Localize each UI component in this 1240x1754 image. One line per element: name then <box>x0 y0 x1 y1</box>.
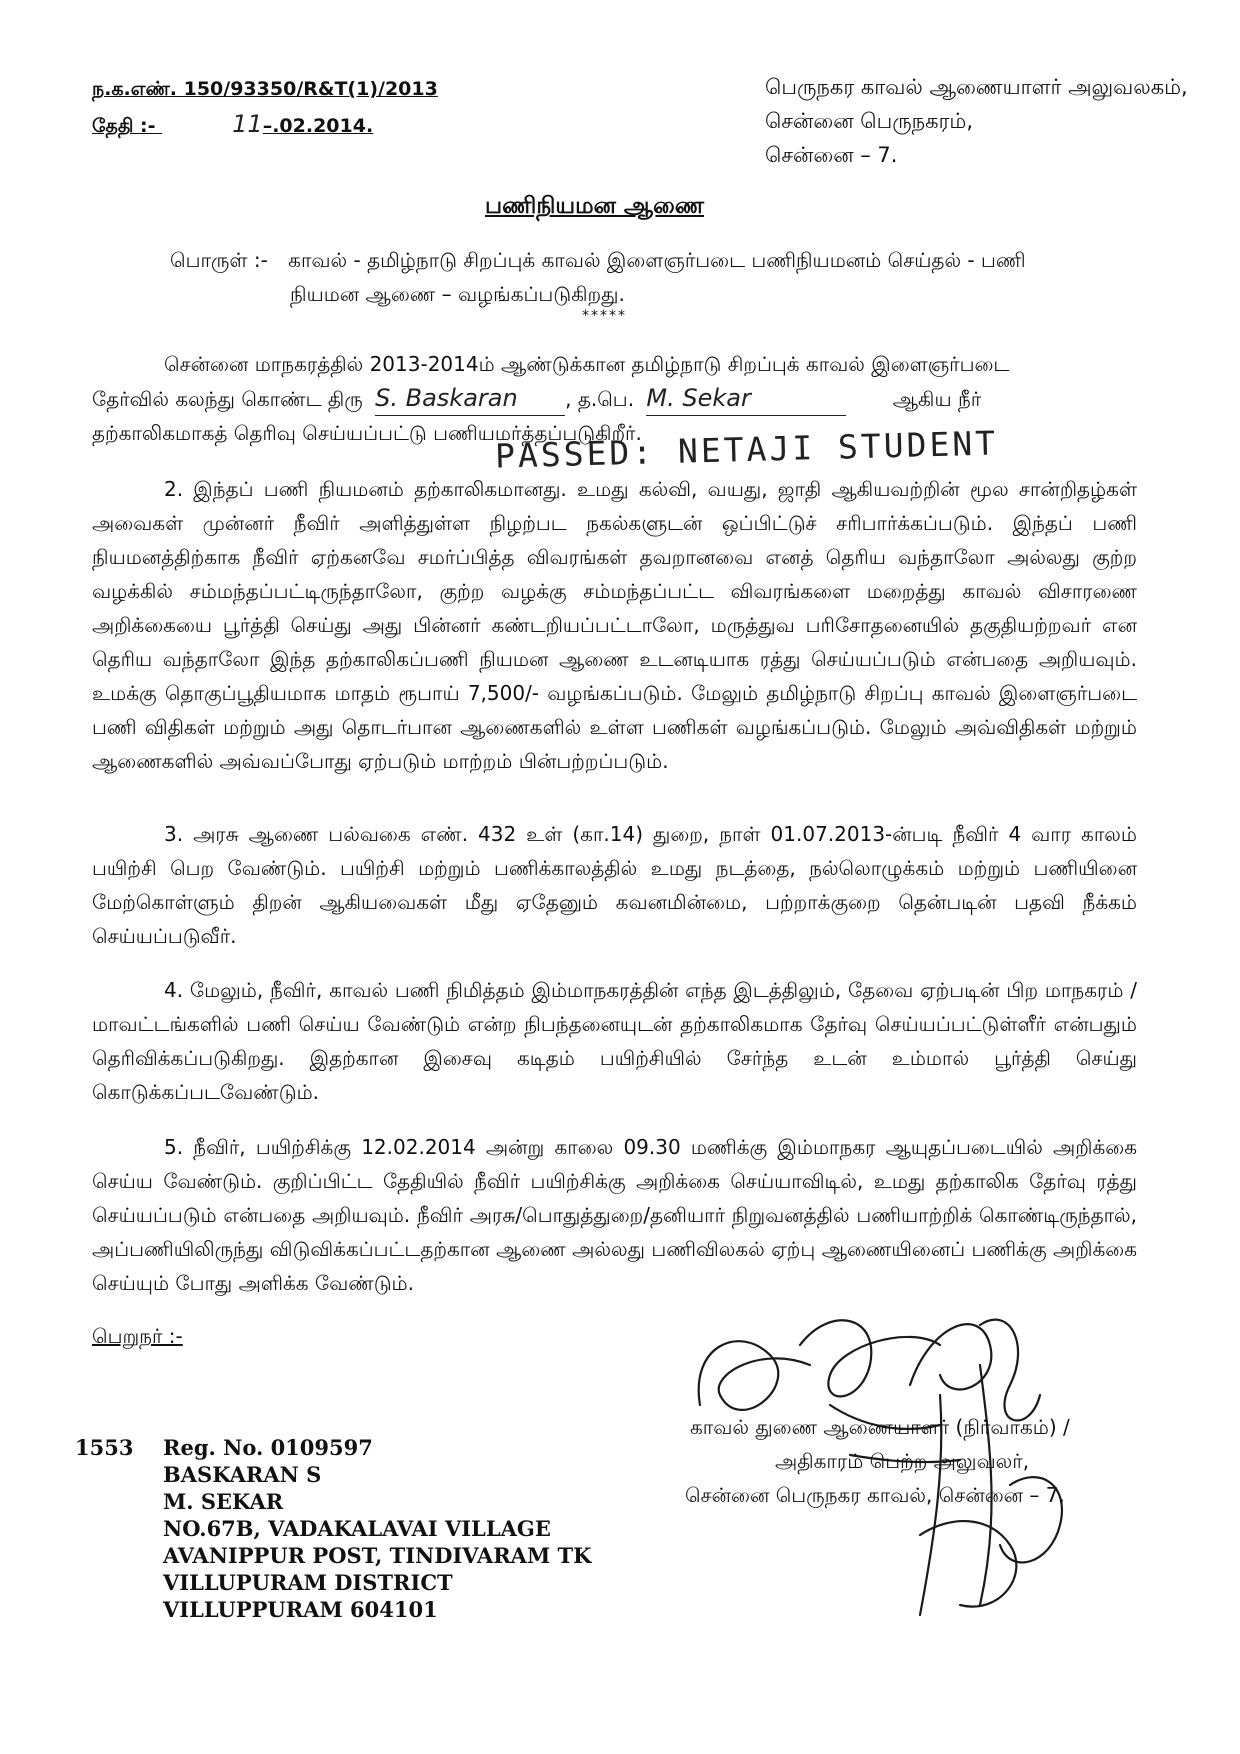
office-line-2: சென்னை பெருநகரம், <box>765 109 974 133</box>
recipient-label: பெறுநர் :- <box>92 1324 183 1348</box>
address-line-6: VILLUPURAM DISTRICT <box>163 1570 453 1595</box>
address-serial: 1553 <box>75 1435 134 1460</box>
document-title: பணிநியமன ஆணை <box>485 193 705 219</box>
address-line-3: M. SEKAR <box>163 1489 284 1514</box>
subject-line-2: நியமன ஆணை – வழங்கப்படுகிறது. <box>290 282 625 306</box>
office-address <box>765 70 1188 172</box>
name-handwritten: S. Baskaran <box>375 381 565 416</box>
para1-line2-a: தேர்வில் கலந்து கொண்ட திரு <box>92 387 363 411</box>
address-block <box>163 1434 591 1623</box>
address-line-1: Reg. No. 0109597 <box>163 1435 373 1460</box>
subject-label: பொருள் :- <box>170 248 268 272</box>
address-line-2: BASKARAN S <box>163 1462 322 1487</box>
signatory-line-3: சென்னை பெருநகர காவல், சென்னை – 7. <box>685 1483 1065 1507</box>
handwritten-stamp-passed: PASSED: NETAJI STUDENT <box>494 423 999 476</box>
office-line-1: பெருநகர காவல் ஆணையாளர் அலுவலகம், <box>765 75 1188 99</box>
address-line-5: AVANIPPUR POST, TINDIVARAM TK <box>163 1543 592 1568</box>
father-name-handwritten: M. Sekar <box>646 381 846 416</box>
para1-line2-b: , த.பெ. <box>565 387 635 411</box>
signatory-line-2: அதிகாரம் பெற்ற அலுவலர், <box>775 1449 1030 1473</box>
date-day-handwritten: 11 <box>232 110 263 138</box>
date-label: தேதி :- <box>92 115 156 137</box>
paragraph-2: 2. இந்தப் பணி நியமனம் தற்காலிகமானது. உமது கல்வி, வயது, ஜாதி ஆகியவற்றின் மூல சான்றிதழ்கள் அவைகள் முன்னர் நீவிர் அளித்துள்ள நிழற்பட நகல்களுடன் ஒப்பிட்டுச் சரிபார்க்கப்படும். இந்தப் பணி நியமனத்திற்காக நீவிர் ஏற்கனவே சமர்ப்பித்த விவரங்கள் தவறானவை எனத் தெரிய வந்தாலோ அல்லது குற்ற வழக்கில் சம்மந்தப்பட்டிருந்தாலோ, குற்ற வழக்கு சம்மந்தப்பட்ட விவரங்களை மறைத்து காவல் விசாரணை அறிக்கையை பூர்த்தி செய்து அது பின்னர் கண்டறியப்பட்டாலோ, மருத்துவ பரிசோதனையில் தகுதியற்றவர் என தெரிய வந்தாலோ இந்த தற்காலிகப்பணி நியமன ஆணை உடனடியாக ரத்து செய்யப்படும் என்பதை அறியவும். உமக்கு தொகுப்பூதியமாக மாதம் ரூபாய் 7,500/- வழங்கப்படும். மேலும் தமிழ்நாடு சிறப்பு காவல் இளைஞர்படை பணி விதிகள் மற்றும் அது தொடர்பான ஆணைகளில் உள்ள பணிகள் வழங்கப்படும். மேலும் அவ்விதிகள் மற்றும் ஆணைகளில் அவ்வப்போது ஏற்படும் மாற்றம் பின்பற்றப்படும். <box>92 477 1137 773</box>
paragraph-4: 4. மேலும், நீவிர், காவல் பணி நிமித்தம் இம்மாநகரத்தின் எந்த இடத்திலும், தேவை ஏற்படின் பிற மாநகரம் / மாவட்டங்களில் பணி செய்ய வேண்டும் என்ற நிபந்தனையுடன் தற்காலிகமாக தேர்வு செய்யப்பட்டுள்ளீர் என்பதும் தெரிவிக்கப்படுகிறது. இதற்கான இசைவு கடிதம் பயிற்சியில் சேர்ந்த உடன் உம்மால் பூர்த்தி செய்து கொடுக்கப்படவேண்டும். <box>92 978 1137 1104</box>
signatory-line-1: காவல் துணை ஆணையாளர் (நிர்வாகம்) / <box>690 1415 1070 1439</box>
office-line-3: சென்னை – 7. <box>765 143 898 167</box>
paragraph-5: 5. நீவிர், பயிற்சிக்கு 12.02.2014 அன்று காலை 09.30 மணிக்கு இம்மாநகர ஆயுதப்படையில் அறிக்கை செய்ய வேண்டும். குறிப்பிட்ட தேதியில் நீவிர் பயிற்சிக்கு அறிக்கை செய்யாவிடில், உமது தற்காலிக தேர்வு ரத்து செய்யப்படும் என்பதை அறியவும். நீவிர் அரசு/பொதுத்துறை/தனியார் நிறுவனத்தில் பணியாற்றிக் கொண்டிருந்தால், அப்பணியிலிருந்து விடுவிக்கப்பட்டதற்கான ஆணை அல்லது பணிவிலகல் ஏற்பு ஆணையினைப் பணிக்கு அறிக்கை செய்யும் போது அளிக்க வேண்டும். <box>92 1135 1137 1295</box>
separator-stars: ***** <box>582 308 627 324</box>
date-line <box>92 110 373 140</box>
signatory-block <box>685 1410 1070 1512</box>
para1-line-2 <box>92 381 1137 416</box>
reference-number: ந.க.எண். 150/93350/R&T(1)/2013 <box>92 78 438 100</box>
date-rest: –.02.2014. <box>262 115 374 137</box>
address-line-4: NO.67B, VADAKALAVAI VILLAGE <box>163 1516 551 1541</box>
subject-block <box>170 243 1026 277</box>
para1-line-1: சென்னை மாநகரத்தில் 2013-2014ம் ஆண்டுக்கான தமிழ்நாடு சிறப்புக் காவல் இளைஞர்படை <box>164 352 1010 376</box>
address-line-7: VILLUPPURAM 604101 <box>163 1597 438 1622</box>
para1-line2-c: ஆகிய நீர் <box>892 387 982 411</box>
paragraph-3: 3. அரசு ஆணை பல்வகை எண். 432 உள் (கா.14) துறை, நாள் 01.07.2013-ன்படி நீவிர் 4 வார காலம் பயிற்சி பெற வேண்டும். பயிற்சி மற்றும் பணிக்காலத்தில் உமது நடத்தை, நல்லொழுக்கம் மற்றும் பணியினை மேற்கொள்ளும் திறன் ஆகியவைகள் மீது ஏதேனும் கவனமின்மை, பற்றாக்குறை தென்படின் பதவி நீக்கம் செய்யப்படுவீர். <box>92 822 1137 948</box>
subject-line-1: காவல் - தமிழ்நாடு சிறப்புக் காவல் இளைஞர்படை பணிநியமனம் செய்தல் - பணி <box>288 248 1026 272</box>
para1-line-3: தற்காலிகமாகத் தெரிவு செய்யப்பட்டு பணியமர்த்தப்படுகிறீர். <box>92 421 642 445</box>
